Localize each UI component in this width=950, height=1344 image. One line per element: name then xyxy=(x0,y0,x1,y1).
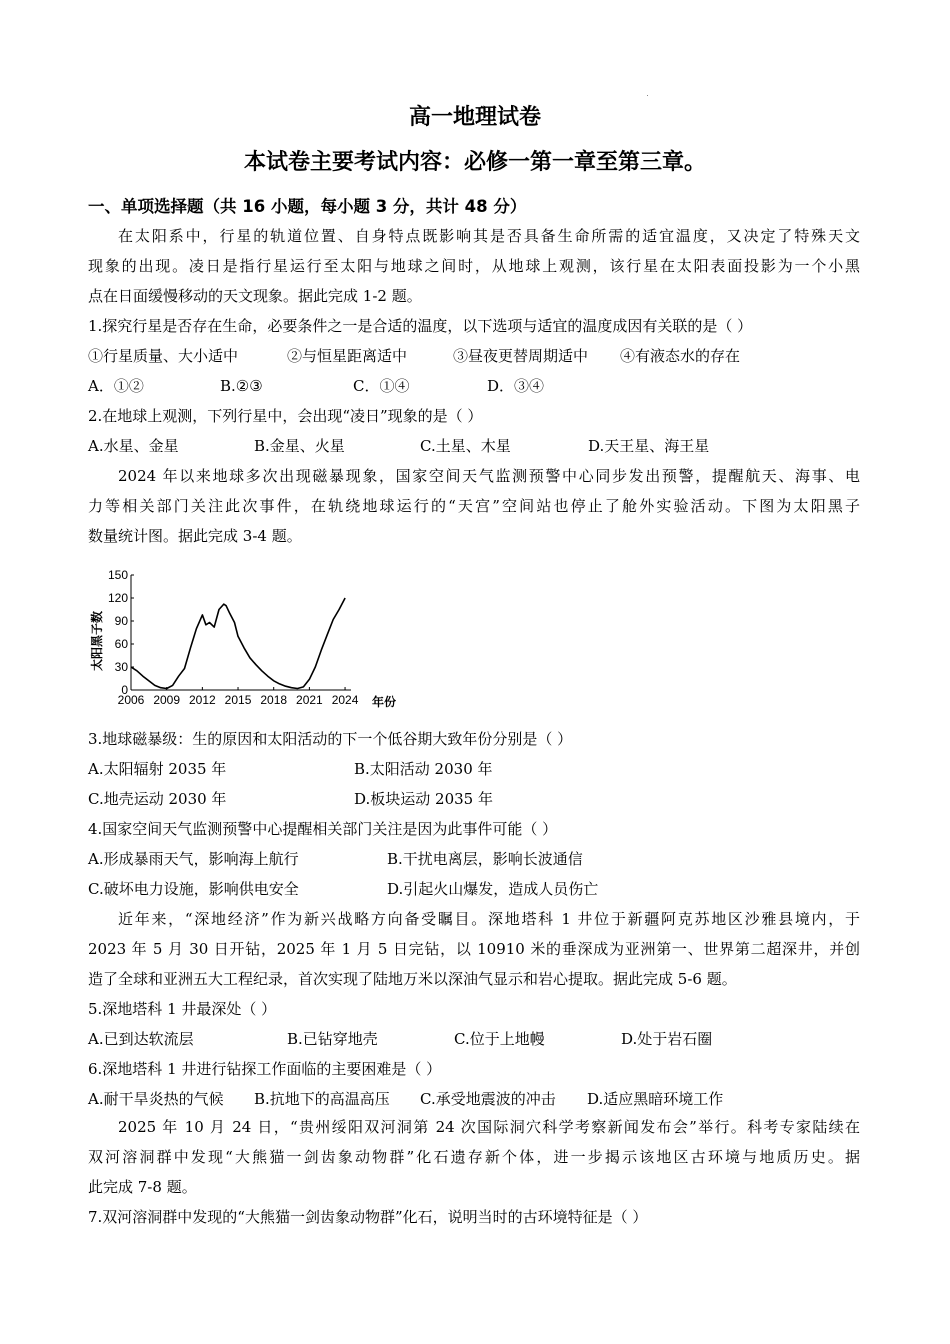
question-4-option: C.破坏电力设施，影响供电安全 xyxy=(88,880,299,898)
question-3-stem: 3.地球磁暴级：生的原因和太阳活动的下一个低谷期大致年份分别是（ ） xyxy=(88,730,573,748)
question-4-stem: 4.国家空间天气监测预警中心提醒相关部门关注是因为此事件可能（ ） xyxy=(88,820,558,838)
question-5-option: B.已钻穿地壳 xyxy=(287,1030,378,1048)
question-4-option: D.引起火山爆发，造成人员伤亡 xyxy=(387,880,599,898)
passage-4-line: 双河溶洞群中发现“大熊猫一剑齿象动物群”化石遗存新个体，进一步揭示该地区古环境与地质历史。据 xyxy=(88,1148,860,1166)
question-1-item: ②与恒星距离适中 xyxy=(287,347,408,365)
question-6-option: D.适应黑暗环境工作 xyxy=(587,1090,724,1108)
x-tick-label: 2012 xyxy=(188,693,216,707)
question-2-option: B.金星、火星 xyxy=(254,437,345,455)
question-1-option: D．③④ xyxy=(487,377,545,395)
passage-1-line: 点在日面缓慢移动的天文现象。据此完成 1-2 题。 xyxy=(88,287,422,305)
passage-3-line: 近年来，“深地经济”作为新兴战略方向备受瞩目。深地塔科 1 井位于新疆阿克苏地区沙雅县境内，于 xyxy=(118,910,860,928)
passage-2-line: 数量统计图。据此完成 3-4 题。 xyxy=(88,527,302,545)
question-1-option: C．①④ xyxy=(353,377,410,395)
question-2-stem: 2.在地球上观测，下列行星中，会出现“凌日”现象的是（ ） xyxy=(88,407,483,425)
section-heading: 一、单项选择题（共 16 小题，每小题 3 分，共计 48 分） xyxy=(88,197,527,216)
question-1-item: ①行星质量、大小适中 xyxy=(88,347,239,365)
question-5-option: A.已到达软流层 xyxy=(88,1030,194,1048)
question-6-option: A.耐干旱炎热的气候 xyxy=(88,1090,224,1108)
question-3-option: D.板块运动 2035 年 xyxy=(354,790,493,808)
x-tick-label: 2015 xyxy=(224,693,252,707)
passage-1-line: 在太阳系中，行星的轨道位置、自身特点既影响其是否具备生命所需的适宜温度，又决定了特殊天文 xyxy=(118,227,860,245)
x-tick-label: 2009 xyxy=(153,693,181,707)
y-tick-label: 30 xyxy=(114,660,128,674)
exam-title: 高一地理试卷 xyxy=(408,105,541,130)
question-2-option: A.水星、金星 xyxy=(88,437,179,455)
chart-axes xyxy=(131,575,351,690)
x-tick-label: 2024 xyxy=(331,693,359,707)
scan-speck xyxy=(647,95,648,96)
question-1-option: B.②③ xyxy=(220,377,263,395)
chart-x-label: 年份 xyxy=(372,695,397,709)
passage-4-line: 此完成 7-8 题。 xyxy=(88,1178,197,1196)
chart-series xyxy=(131,598,345,689)
passage-3-line: 造了全球和亚洲五大工程纪录，首次实现了陆地万米以深油气显示和岩心提取。据此完成 5-6 题。 xyxy=(88,970,737,988)
x-tick-label: 2018 xyxy=(260,693,288,707)
chart-y-ticks xyxy=(108,568,134,697)
question-5-option: C.位于上地幔 xyxy=(454,1030,545,1048)
x-tick-label: 2006 xyxy=(117,693,145,707)
x-tick-label: 2021 xyxy=(296,693,323,707)
y-tick-label: 150 xyxy=(107,568,128,582)
question-1-item: ③昼夜更替周期适中 xyxy=(453,347,589,365)
chart-y-label: 太阳黑子数 xyxy=(90,610,104,672)
passage-3-line: 2023 年 5 月 30 日开钻，2025 年 1 月 5 日完钻，以 10910 米的垂深成为亚洲第一、世界第二超深井，并创 xyxy=(88,940,860,958)
sunspot-series-line xyxy=(131,598,345,689)
y-tick-label: 0 xyxy=(121,683,128,697)
question-1-option: A．①② xyxy=(88,377,144,395)
passage-1-line: 现象的出现。凌日是指行星运行至太阳与地球之间时，从地球上观测，该行星在太阳表面投影为一个小黑 xyxy=(88,257,860,275)
question-1-stem: 1.探究行星是否存在生命，必要条件之一是合适的温度，以下选项与适宜的温度成因有关联的是（ ） xyxy=(88,317,753,335)
question-3-option: B.太阳活动 2030 年 xyxy=(354,760,493,778)
question-3-option: C.地壳运动 2030 年 xyxy=(88,790,227,808)
y-tick-label: 60 xyxy=(114,637,128,651)
question-4-option: A.形成暴雨天气，影响海上航行 xyxy=(88,850,299,868)
question-4-option: B.干扰电离层，影响长波通信 xyxy=(387,850,583,868)
question-5-option: D.处于岩石圈 xyxy=(621,1030,713,1048)
question-6-option: B.抗地下的高温高压 xyxy=(254,1090,390,1108)
question-6-option: C.承受地震波的冲击 xyxy=(420,1090,556,1108)
question-1-item: ④有液态水的存在 xyxy=(620,347,741,365)
question-5-stem: 5.深地塔科 1 井最深处（ ） xyxy=(88,1000,277,1018)
question-2-option: D.天王星、海王星 xyxy=(588,437,710,455)
passage-2-line: 2024 年以来地球多次出现磁暴现象，国家空间天气监测预警中心同步发出预警，提醒航天、海事、电 xyxy=(118,467,860,485)
y-tick-label: 120 xyxy=(107,591,128,605)
exam-subtitle: 本试卷主要考试内容：必修一第一章至第三章。 xyxy=(243,150,706,175)
sunspot-chart xyxy=(88,563,408,713)
question-6-stem: 6.深地塔科 1 井进行钻探工作面临的主要困难是（ ） xyxy=(88,1060,442,1078)
question-7-stem: 7.双河溶洞群中发现的“大熊猫一剑齿象动物群”化石，说明当时的古环境特征是（ ） xyxy=(88,1208,648,1226)
passage-2-line: 力等相关部门关注此次事件，在轨绕地球运行的“天宫”空间站也停止了舱外实验活动。下图为太阳黑子 xyxy=(88,497,860,515)
question-3-option: A.太阳辐射 2035 年 xyxy=(88,760,227,778)
y-tick-label: 90 xyxy=(114,614,128,628)
passage-4-line: 2025 年 10 月 24 日，“贵州绥阳双河洞第 24 次国际洞穴科学考察新闻发布会”举行。科考专家陆续在 xyxy=(118,1118,860,1136)
question-2-option: C.土星、木星 xyxy=(420,437,511,455)
